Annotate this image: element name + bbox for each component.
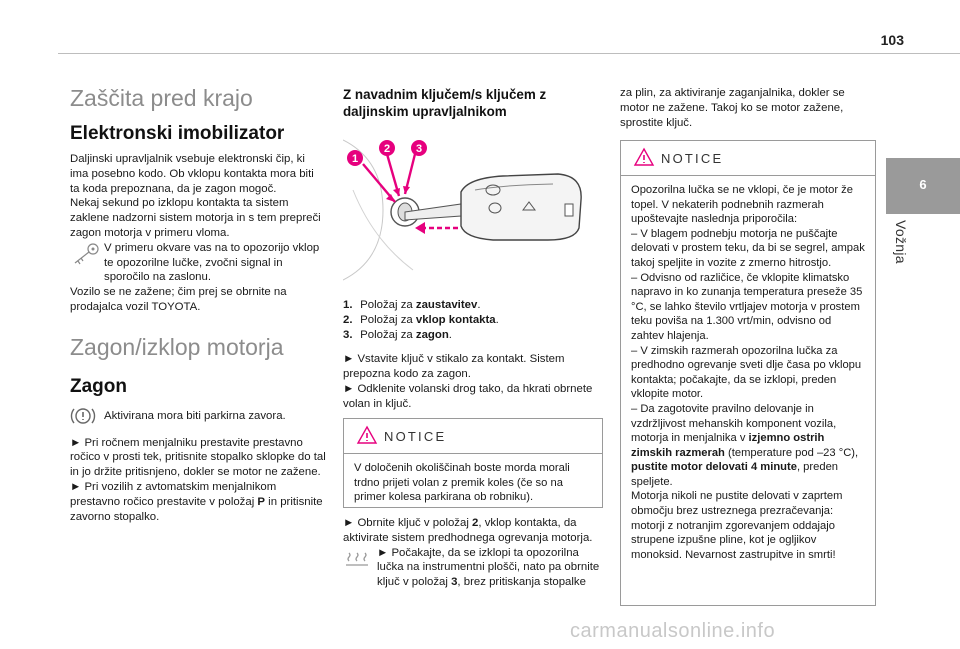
notice-paragraph: Motorja nikoli ne pustite delovati v zaprtem območju brez ustreznega prezračevanja: motorji z notranjim zgorevanjem oddajajo strupene izpušne pline, kot je ogljikov monoksid. Nevarnost zastrupitve in smrti! — [631, 490, 843, 561]
page-number: 103 — [880, 32, 904, 48]
notice-header — [344, 419, 602, 454]
column-3 — [620, 86, 876, 130]
notice-paragraph: Opozorilna lučka se ne vklopi, če je motor že topel. V nekaterih podnebnih razmerah upoštevajte naslednja priporočila: — [631, 184, 853, 226]
list-item: 3. Položaj za zagon. — [343, 328, 452, 341]
preheat-warning-icon — [343, 549, 371, 574]
preheat-row — [343, 546, 603, 590]
notice-title: NOTICE — [384, 429, 447, 444]
paragraph: Nekaj sekund po izklopu kontakta ta sistem zaklene nadzorni sistem motorja in s tem prepreči zagon motorja v primeru vloma. — [70, 197, 321, 239]
notice-paragraph: – Da zagotovite pravilno delovanje in vzdržljivost mehanskih komponent vozila, motorja in menjalnika v izjemno ostrih zimskih razmerah (temperature pod –23 °C), pustite motor delovati 4 minute, preden speljete. — [631, 402, 859, 488]
notice-title: NOTICE — [661, 151, 724, 166]
paragraph: ► Vstavite ključ v stikalo za kontakt. Sistem prepozna kodo za zagon. — [343, 353, 565, 381]
section-title-engine-start-stop: Zagon/izklop motorja — [70, 333, 284, 360]
paragraph: V primeru okvare vas na to opozorijo vklop te opozorilne lučke, zvočni signal in sporočilo na zaslonu. — [104, 241, 320, 284]
subsection-title-key: Z navadnim ključem/s ključem z daljinskim upravljalnikom — [343, 87, 547, 119]
column-2-body — [343, 298, 603, 412]
paragraph: ► Pri vozilih z avtomatskim menjalnikom prestavno ročico prestavite v položaj P in pritisnite zavorno stopalko. — [70, 480, 323, 523]
column-2 — [343, 86, 603, 120]
list-item: 2. Položaj za vklop kontakta. — [343, 313, 499, 326]
chapter-number: 6 — [919, 177, 927, 192]
notice-body — [621, 176, 875, 570]
paragraph: Daljinski upravljalnik vsebuje elektronski čip, ki ima posebno kodo. Ob vklopu kontakta mora biti ta koda prepoznana, da je zagon mogoč. — [70, 153, 314, 195]
paragraph: ► Odklenite volanski drog tako, da hkrati obrnete volan in ključ. — [343, 382, 593, 410]
notice-box-engine — [620, 140, 876, 606]
list-item: 1. Položaj za zaustavitev. — [343, 299, 481, 311]
marker-3: 3 — [415, 143, 423, 155]
key-positions-list — [343, 298, 603, 342]
parking-brake-row — [70, 405, 326, 424]
paragraph: za plin, za aktiviranje zaganjalnika, dokler se motor ne zažene. Takoj ko se motor zažene, sprostite ključ. — [620, 87, 845, 129]
key-ignition-illustration — [343, 130, 603, 290]
notice-paragraph: – V zimskih razmerah opozorilna lučka za predhodno ogrevanje sveti dlje časa po vklopu kontakta; počakajte, da se izklopi, preden vklopite motor. — [631, 344, 862, 401]
watermark: carmanualsonline.info — [570, 620, 776, 642]
warning-triangle-icon — [633, 147, 655, 167]
section-title-theft-protection: Zaščita pred krajo — [70, 85, 253, 111]
subsection-title-start: Zagon — [70, 375, 127, 397]
notice-box-steering — [343, 418, 603, 508]
key-warning-icon — [70, 241, 100, 272]
warning-triangle-icon — [356, 425, 378, 445]
paragraph: ► Obrnite ključ v položaj 2, vklop kontakta, da aktivirate sistem predhodnega ogrevanja motorja. — [343, 517, 593, 544]
marker-2: 2 — [383, 143, 391, 155]
marker-1: 1 — [351, 153, 359, 165]
subsection-title-immobilizer: Elektronski imobilizator — [70, 123, 285, 144]
warning-row — [70, 241, 326, 285]
paragraph: Aktivirana mora biti parkirna zavora. — [104, 409, 286, 422]
notice-paragraph: – V blagem podnebju motorja ne puščajte delovati v prostem teku, da bi se segrel, ampak takoj speljite in vozite z zmerno hitrostjo. — [631, 227, 865, 269]
column-2-tail — [343, 516, 603, 590]
notice-header — [621, 141, 875, 176]
paragraph: ► Počakajte, da se izklopi ta opozorilna lučka na instrumentni plošči, nato pa obrnite ključ v položaj 3, brez pritiskanja stopalke — [377, 546, 600, 589]
notice-text: V določenih okoliščinah boste morda morali trdno prijeti volan z premik koles (če so na primer kolesa parkirana ob robniku). — [354, 462, 570, 504]
column-1 — [70, 84, 326, 524]
notice-paragraph: – Odvisno od različice, če vklopite klimatsko napravo in ko zunanja temperatura preseže 35 °C, se lahko število vrtljajev motorja v prostem teku poviša na 1.300 vrt/min, odvisno od zahtev hlajenja. — [631, 271, 863, 342]
parking-brake-icon — [70, 405, 96, 432]
chapter-title: Vožnja — [893, 220, 909, 264]
paragraph: ► Pri ročnem menjalniku prestavite prestavno ročico v prosti tek, pritisnite stopalko sklopke do tal in jo držite pritisnjeno, dokler se motor ne zažene. — [70, 436, 326, 479]
chapter-tab[interactable] — [886, 158, 960, 214]
header-divider — [58, 53, 960, 54]
paragraph: Vozilo se ne zažene; čim prej se obrnite na prodajalca vozil TOYOTA. — [70, 286, 287, 313]
